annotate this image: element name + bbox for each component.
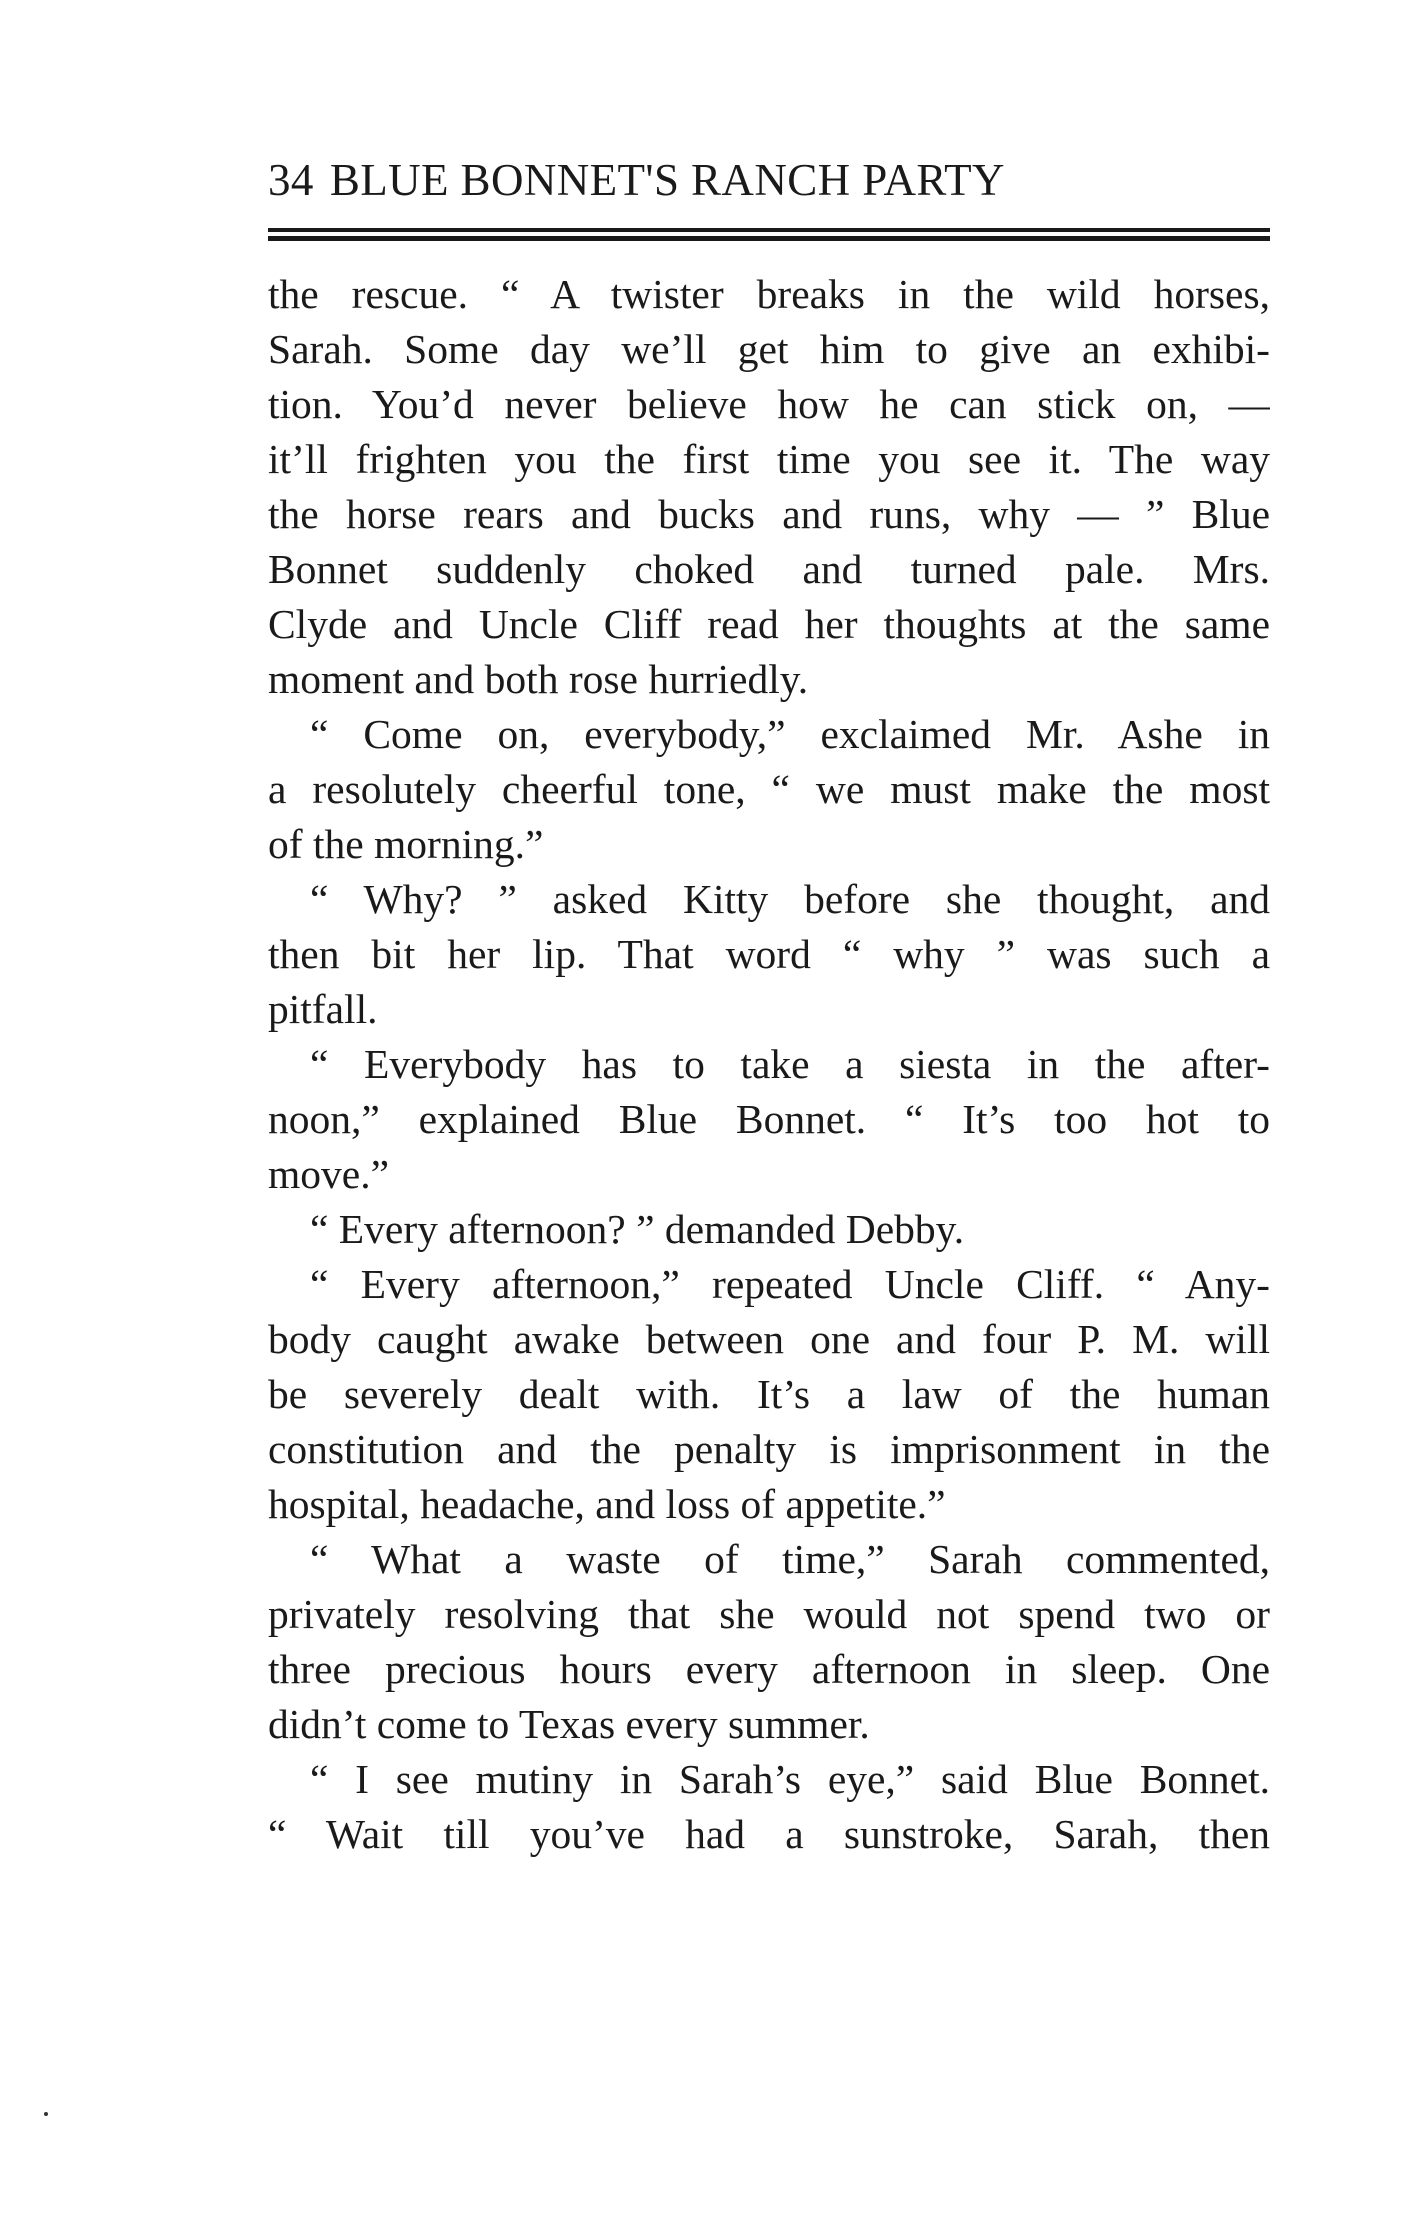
text-line: “ What a waste of time,” Sarah commented, <box>310 1536 1270 1582</box>
text-line: be severely dealt with. It’s a law of the human <box>268 1371 1270 1417</box>
text-line: “ Why? ” asked Kitty before she thought, and <box>310 876 1270 922</box>
text-line: “ Everybody has to take a siesta in the after- <box>310 1041 1270 1087</box>
text-line: three precious hours every afternoon in sleep. One <box>268 1646 1270 1692</box>
text-line: privately resolving that she would not spend two or <box>268 1591 1270 1637</box>
text-line: noon,” explained Blue Bonnet. “ It’s too hot to <box>268 1096 1270 1142</box>
header-rule-thin <box>268 228 1270 232</box>
text-line: the rescue. “ A twister breaks in the wild horses, <box>268 271 1270 317</box>
text-line: it’ll frighten you the first time you see it. The way <box>268 436 1270 482</box>
text-line: hospital, headache, and loss of appetite.” <box>268 1481 946 1527</box>
text-line: the horse rears and bucks and runs, why — ” Blue <box>268 491 1270 537</box>
text-line: “ Come on, everybody,” exclaimed Mr. Ashe in <box>310 711 1270 757</box>
page-body <box>268 267 1270 1862</box>
text-line: Bonnet suddenly choked and turned pale. Mrs. <box>268 546 1270 592</box>
margin-speck <box>44 2112 48 2116</box>
text-line: Sarah. Some day we’ll get him to give an exhibi- <box>268 326 1270 372</box>
running-header <box>268 152 1270 208</box>
text-line: “ Every afternoon,” repeated Uncle Cliff. “ Any- <box>310 1261 1270 1307</box>
text-line: moment and both rose hurriedly. <box>268 656 809 702</box>
page-number: 34 <box>268 155 314 205</box>
text-line: “ Every afternoon? ” demanded Debby. <box>310 1206 965 1252</box>
text-line: a resolutely cheerful tone, “ we must make the most <box>268 766 1270 812</box>
text-line: “ Wait till you’ve had a sunstroke, Sarah, then <box>268 1811 1270 1857</box>
text-line: body caught awake between one and four P. M. will <box>268 1316 1270 1362</box>
text-line: tion. You’d never believe how he can stick on, — <box>268 381 1270 427</box>
header-rule-thick <box>268 236 1270 241</box>
running-title: BLUE BONNET'S RANCH PARTY <box>329 155 1005 205</box>
text-line: Clyde and Uncle Cliff read her thoughts at the same <box>268 601 1270 647</box>
text-line: move.” <box>268 1151 389 1197</box>
text-line: didn’t come to Texas every summer. <box>268 1701 870 1747</box>
text-line: then bit her lip. That word “ why ” was such a <box>268 931 1270 977</box>
text-line: pitfall. <box>268 986 378 1032</box>
text-line: constitution and the penalty is imprisonment in the <box>268 1426 1270 1472</box>
text-line: of the morning.” <box>268 821 544 867</box>
text-line: “ I see mutiny in Sarah’s eye,” said Blue Bonnet. <box>310 1756 1270 1802</box>
